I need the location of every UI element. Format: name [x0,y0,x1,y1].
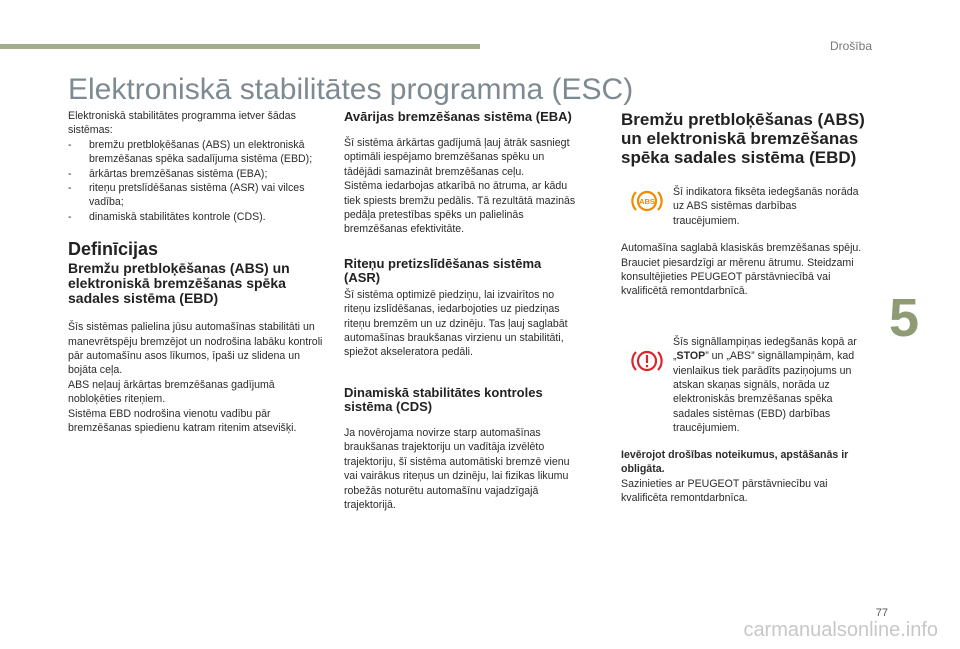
safety-bold-text: Ievērojot drošības noteikumus, apstāšanās ir obligāta. [621,448,849,476]
ebd-warning-text [673,335,863,436]
abs-icon-label: ABS [639,197,655,206]
intro-text: Elektroniskā stabilitātes programma ietver šādas sistēmas: [68,110,296,137]
eba-text: Šī sistēma ārkārtas gadījumā ļauj ātrāk sasniegt optimāli iespējamo bremzēšanas spēku un tādējādi samazināt bremzēšanas ceļu. [344,137,570,178]
abs-advice-text: Automašīna saglabā klasiskās bremzēšanas spēju. Brauciet piesardzīgi ar mērenu ātrumu. Steidzami konsultējieties PEUGEOT pārstāvniecībā vai kvalificētā remontdarbnīcā. [621,242,862,298]
list-item: - bremžu pretbloķēšanas (ABS) un elektroniskā bremzēšanas spēka sadalījuma sistēma (EBD); [68,138,324,167]
stop-word: STOP [676,350,706,363]
header-accent-bar [0,44,480,49]
column-left [68,109,324,436]
column-right [621,110,873,505]
abs-warning-block [621,185,873,228]
page-title: Elektroniskā stabilitātes programma (ESC) [68,73,634,106]
abs-ebd-heading: Bremžu pretbloķēšanas (ABS) un elektroniskā bremzēšanas spēka sadales sistēma (EBD) [621,110,865,167]
list-item: - riteņu pretslīdēšanas sistēma (ASR) vai vilces vadība; [68,181,324,210]
brake-warning-icon [630,347,664,375]
abs-definition-body [68,320,324,435]
abs-warning-text: Šī indikatora fiksēta iedegšanās norāda uz ABS sistēmas darbības traucējumiem. [673,186,859,227]
abs-definition-text: Sistēma EBD nodrošina vienotu vadību pār bremzēšanas spiedienu katram ritenim atsevišķi. [68,407,297,435]
ebd-warning-block [621,335,873,436]
abs-definition-text: ABS neļauj ārkārtas bremzēšanas gadījumā nobloķēties riteņiem. [68,378,275,406]
abs-definition-text: Šīs sistēmas palielina jūsu automašīnas stabilitāti un manevrētspēju bremzējot un nodrošina labāku kontroli pār automašīnu asos līkumos, īpaši uz slidena un bojāta ceļa. [68,321,323,377]
asr-heading: Riteņu pretizslīdēšanas sistēma (ASR) [344,255,542,285]
cds-heading: Dinamiskā stabilitātes kontroles sistēma (CDS) [344,384,543,414]
safety-text: Sazinieties ar PEUGEOT pārstāvniecību vai kvalificēta remontdarbnīca. [621,477,828,504]
page-number: 77 [875,607,888,619]
abs-definition-heading: Bremžu pretbloķēšanas (ABS) un elektroniskā bremzēšanas spēka sadales sistēma (EBD) [68,260,290,307]
definitions-heading: Definīcijas [68,239,159,260]
abs-icon [630,187,664,215]
intro-list [68,138,324,224]
chapter-number: 5 [889,288,920,348]
list-item: - dinamiskā stabilitātes kontrole (CDS). [68,210,324,224]
column-middle [344,110,576,512]
eba-text: Sistēma iedarbojas atkarībā no ātruma, ar kādu tiek spiests bremžu pedālis. Tā rezultātā mazinās pedāļa pretestības spēks un palielinās bremzēšanas efektivitāte. [344,180,576,236]
stop-text-post: ” un „ABS” signāllampiņām, kad vienlaikus tiek parādīts paziņojums un atskan skaņas signāls, norāda uz elektroniskās bremzēšanas spēka sadales sistēmas (EBD) darbības traucējumiem. [673,350,855,435]
stop-text-pre: Šīs signāllampiņas iedegšanās kopā ar „ [673,335,857,363]
eba-heading: Avārijas bremzēšanas sistēma (EBA) [344,109,572,124]
watermark: carmanualsonline.info [743,619,938,641]
section-name: Drošība [829,39,872,53]
eba-body [344,136,576,237]
asr-text: Šī sistēma optimizē piedziņu, lai izvairītos no riteņu izslīdēšanas, iedarbojoties uz piedziņas riteņu bremzēm un uz dzinēju. Tas ļauj saglabāt automašīnas braukšanas virzienu un stabilitāti, spiežot akseleratora pedāli. [344,288,568,359]
abs-warning-icon [621,185,673,215]
cds-text: Ja novērojama novirze starp automašīnas braukšanas trajektoriju un vadītāja izvēlēto trajektoriju, šī sistēma automātiski bremzē vienu vai vairākus riteņus un dzinēju, lai fizikas likumu robežās noturētu automašīnu vajadzīgajā trajektorijā. [344,426,570,511]
ebd-warning-icon [621,335,673,375]
list-item: - ārkārtas bremzēšanas sistēma (EBA); [68,167,324,181]
